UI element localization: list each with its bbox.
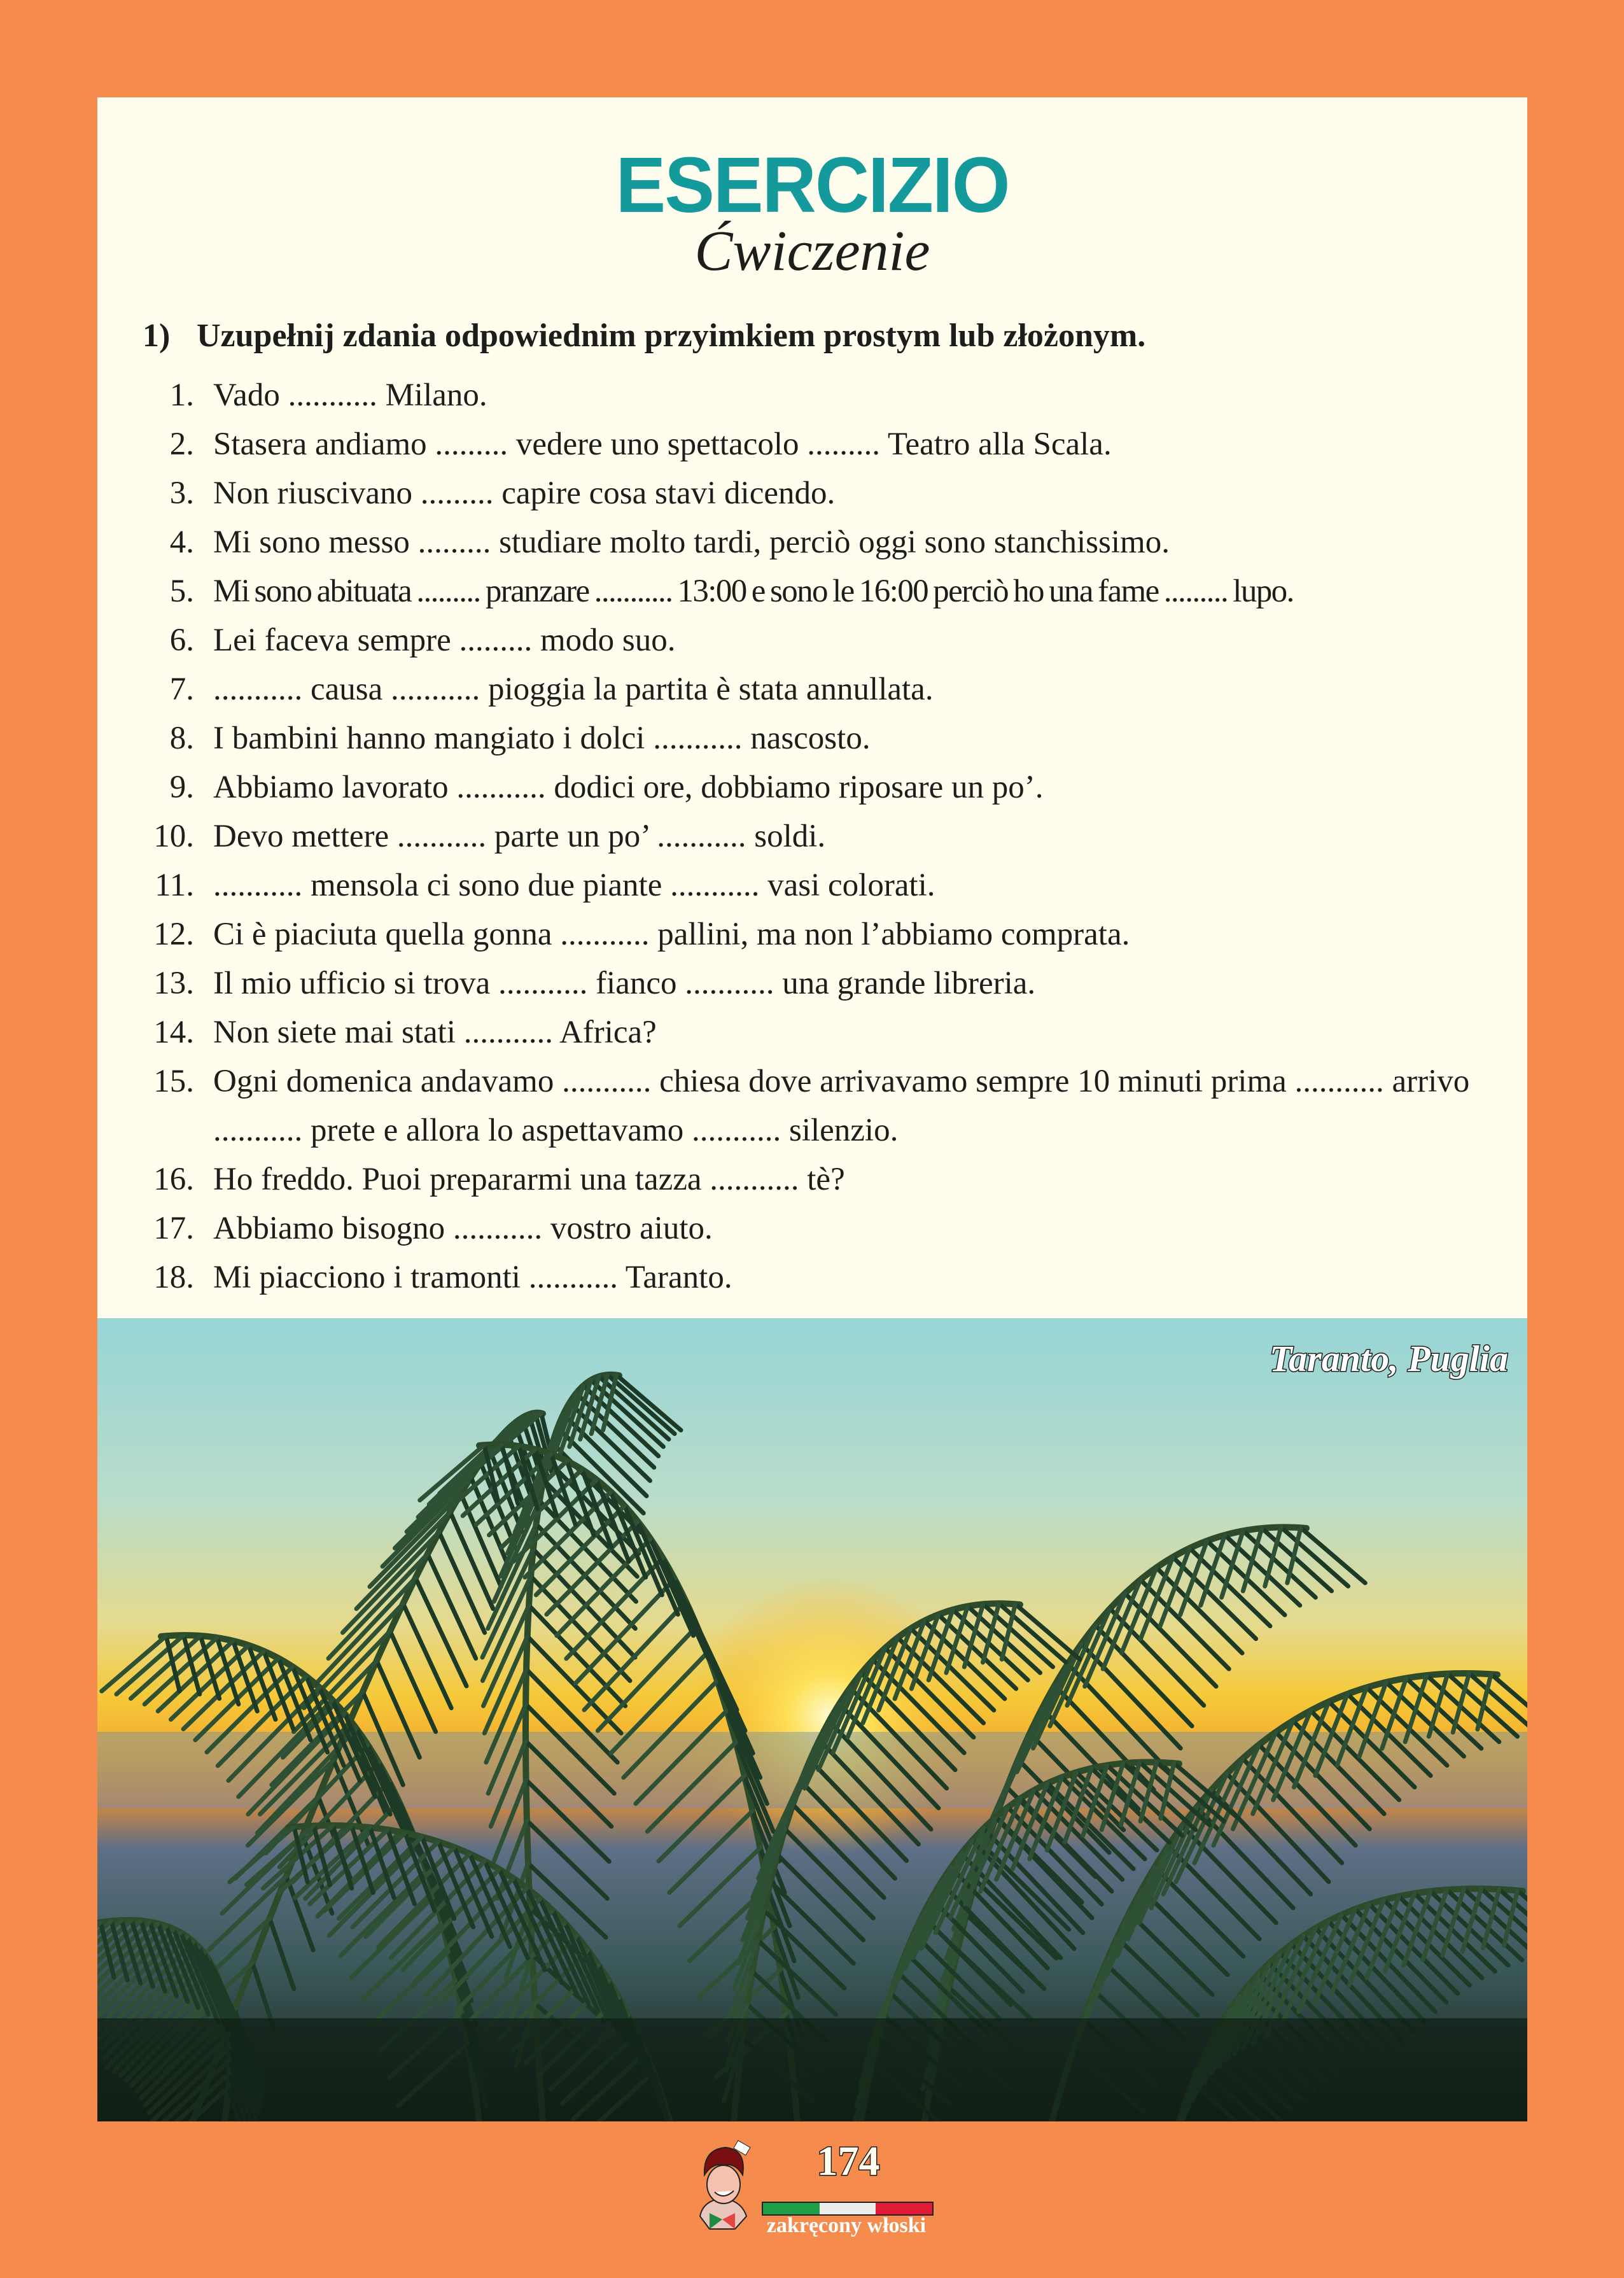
item-number: 3. [169,475,194,511]
item-number: 8. [169,721,194,756]
item-text: Abbiamo bisogno ........... vostro aiuto. [213,1211,713,1246]
exercise-item [97,1008,1527,1057]
exercise-item [97,1155,1527,1204]
exercise-item [97,959,1527,1008]
flag-green [763,2203,820,2214]
item-number: 9. [169,770,194,805]
exercise-item [97,812,1527,861]
item-number: 5. [169,573,194,609]
exercise-item [97,567,1527,616]
item-number: 14. [153,1015,194,1050]
brand-name: zakręcony włoski [766,2214,927,2237]
item-number: 12. [153,917,194,952]
item-text: ........... causa ........... pioggia la partita è stata annullata. [213,671,934,707]
item-number: 2. [169,426,194,462]
item-number: 7. [169,671,194,707]
item-text: Mi piacciono i tramonti ........... Taranto. [213,1260,732,1295]
exercise-item [97,861,1527,910]
exercise-item [97,616,1527,665]
item-text: Il mio ufficio si trova ........... fianco ........... una grande libreria. [213,966,1036,1001]
exercise-item [97,1204,1527,1253]
item-number: 4. [169,524,194,560]
photo-caption: Taranto, Puglia [1270,1338,1508,1379]
item-text: Non riuscivano ......... capire cosa stavi dicendo. [213,475,836,511]
item-text: I bambini hanno mangiato i dolci ........... nascosto. [213,721,871,756]
instruction-text: Uzupełnij zdania odpowiednim przyimkiem prostym lub złożonym. [197,318,1146,354]
page-subtitle: Ćwiczenie [694,220,930,283]
page-number: 174 [816,2138,880,2184]
exercise-item [97,714,1527,763]
exercise-number: 1) [143,318,171,354]
item-text: Ogni domenica andavamo ........... chiesa dove arrivavamo sempre 10 minuti prima ........... arrivo ........... prete e allora lo aspettavamo ........... silenzio. [213,1064,1478,1148]
item-text: ........... mensola ci sono due piante ........... vasi colorati. [213,868,935,903]
item-text: Ci è piaciuta quella gonna ........... pallini, ma non l’abbiamo comprata. [213,917,1130,952]
exercise-item [97,518,1527,567]
item-text: Abbiamo lavorato ........... dodici ore, dobbiamo riposare un po’. [213,770,1044,805]
item-number: 11. [155,868,194,903]
item-text: Mi sono abituata ......... pranzare ........... 13:00 e sono le 16:00 perciò ho una fame ......... lupo. [213,573,1294,609]
taranto-sunset-photo [97,1318,1527,2121]
exercise-instruction [143,317,1145,355]
item-number: 13. [153,966,194,1001]
flag-red [876,2203,932,2214]
item-text: Non siete mai stati ........... Africa? [213,1015,657,1050]
item-text: Devo mettere ........... parte un po’ ........... soldi. [213,819,826,854]
flag-white [820,2203,876,2214]
exercise-panel [97,97,1527,1318]
item-text: Stasera andiamo ......... vedere uno spettacolo ......... Teatro alla Scala. [213,426,1112,462]
exercise-item [97,1253,1527,1302]
page-title: ESERCIZIO [615,141,1009,230]
item-number: 6. [169,622,194,658]
exercise-item [97,763,1527,812]
item-text: Ho freddo. Puoi prepararmi una tazza ........... tè? [213,1162,845,1197]
exercise-item [97,1057,1527,1155]
exercise-item [97,420,1527,469]
item-number: 17. [153,1211,194,1246]
item-text: Lei faceva sempre ......... modo suo. [213,622,676,658]
item-number: 16. [153,1162,194,1197]
exercise-item [97,665,1527,714]
item-number: 15. [153,1064,194,1099]
exercise-item [97,910,1527,959]
palm-fronds-illustration [97,1318,1527,2121]
item-number: 10. [153,819,194,854]
exercise-items [97,371,1527,1302]
item-text: Mi sono messo ......... studiare molto tardi, perciò oggi sono stanchissimo. [213,524,1170,560]
item-number: 18. [153,1260,194,1295]
mascot-logo-icon [690,2140,754,2235]
exercise-item [97,469,1527,518]
exercise-item [97,371,1527,420]
item-number: 1. [169,377,194,413]
item-text: Vado ........... Milano. [213,377,487,413]
